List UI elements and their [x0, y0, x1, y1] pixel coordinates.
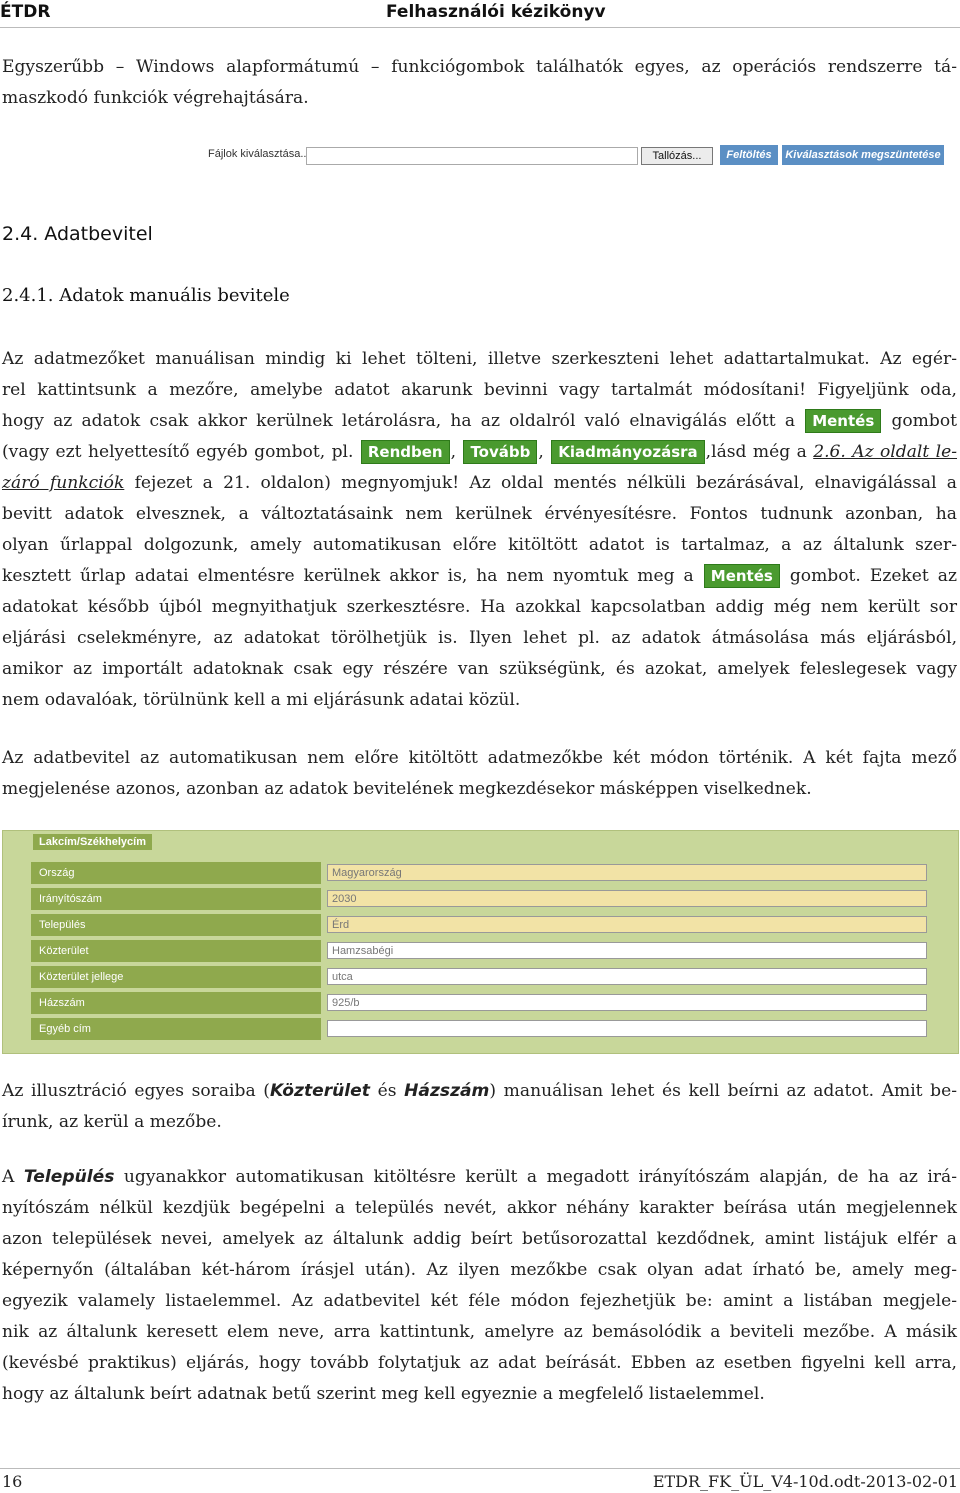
text-line: nyítószám nélkül kezdjük begépelni a település nevét, akkor néhány karakter beírása után megjelennek [2, 1198, 957, 1218]
street-type-label: Közterület jellege [31, 966, 321, 988]
upload-toolbar [208, 145, 941, 167]
country-field[interactable]: Magyarország [327, 864, 927, 881]
form-row-zip [31, 888, 936, 910]
text-line: bevitt adatok elvesznek, a változtatásaink nem kerülnek érvényesítésre. Fontos tudnunk azonban, ha [2, 504, 957, 524]
text-line: nem odavalóak, törülnünk kell a mi eljárásunk adatai közül. [2, 690, 521, 710]
section-heading: 2.4. Adatbevitel [2, 223, 153, 245]
text-line: nik az általunk keresett elem neve, arra kattintunk, amelyre az bemásolódik a beviteli mezőbe. A másik [2, 1322, 957, 1342]
field-name-kozterulet: Közterület [269, 1081, 370, 1101]
text-line [2, 1076, 957, 1107]
form-row-street-type [31, 966, 936, 988]
clear-selection-button[interactable]: Kiválasztások megszüntetése [782, 145, 944, 165]
upload-button[interactable]: Feltöltés [720, 145, 778, 165]
text-line: rel kattintsunk a mezőre, amelybe adatot akarunk bevinni vagy tartalmát módosítani! Figyeljünk oda, [2, 380, 957, 400]
text-line: adatokat később újból megnyithatjuk szerkesztésre. Ha azokkal kapcsolatban addig még nem került sor [2, 597, 957, 617]
street-type-field[interactable]: utca [327, 968, 927, 985]
file-select-label: Fájlok kiválasztása.. [208, 148, 307, 160]
text-fragment: hogy az adatok csak akkor kerülnek letárolásra, ha az oldalról való elnavigálás előtt a [2, 411, 796, 431]
paragraph-illustration [2, 1076, 957, 1138]
intro-line: maszkodó funkciók végrehajtására. [2, 88, 309, 108]
text-line: hogy az általunk beírt adatnak betű szerint meg kell egyeznie a megfelelő listaelemmel. [2, 1384, 765, 1404]
text-line: Az adatmezőket manuálisan mindig ki lehet tölteni, illetve szerkeszteni lehet adattartalmukat. Az egér- [2, 349, 957, 369]
paragraph-city-autocomplete [2, 1162, 957, 1410]
text-line [2, 468, 957, 499]
kiadmanyozasra-button-example: Kiadmányozásra [551, 440, 704, 464]
city-field[interactable]: Érd [327, 916, 927, 933]
text-line: eljárási cselekményre, az adatokat törölhetjük is. Ilyen lehet pl. az adatok átmásolása más eljárásból, [2, 628, 957, 648]
header-doc-title: Felhasználói kézikönyv [386, 2, 606, 22]
file-path-input[interactable] [306, 147, 638, 165]
street-label: Közterület [31, 940, 321, 962]
address-form-panel [2, 830, 959, 1054]
other-address-field[interactable] [327, 1020, 927, 1037]
paragraph-manual-input [2, 344, 957, 716]
text-fragment: fejezet a 21. oldalon) megnyomjuk! Az oldal mentés nélküli bezárásával, elnavigálással a [134, 473, 957, 493]
field-name-telepules: Település [23, 1167, 115, 1187]
city-label: Település [31, 914, 321, 936]
section-ref-link-cont[interactable]: záró funkciók [2, 473, 125, 493]
text-line [2, 406, 957, 437]
text-line: (kevésbé praktikus) eljárás, hogy tovább folytatjuk az adat beírását. Ebben az esetben figyelni kell arra, [2, 1353, 957, 1373]
text-fragment: gombot. Ezeket az [789, 566, 957, 586]
text-line: képernyőn (általában két-három írásjel után). Az ilyen mezőkbe csak olyan adat írható be, amely meg- [2, 1260, 957, 1280]
zip-label: Irányítószám [31, 888, 321, 910]
text-line: írunk, az kerül a mezőbe. [2, 1112, 222, 1132]
other-address-label: Egyéb cím [31, 1018, 321, 1040]
text-line [2, 1162, 957, 1193]
text-fragment: A [2, 1167, 15, 1187]
form-row-city [31, 914, 936, 936]
paragraph-input-modes [2, 743, 957, 805]
text-line: azon települések nevei, amelyek az általunk addig beírt betűsorozattal kezdődnek, amint listájuk elfér a [2, 1229, 957, 1249]
text-line [2, 437, 957, 468]
text-fragment: kesztett űrlap adatai elmentésre kerülnek akkor is, ha nem nyomtuk meg a [2, 566, 694, 586]
section-ref-link[interactable]: 2.6. Az oldalt le- [813, 442, 958, 462]
street-field[interactable]: Hamzsabégi [327, 942, 927, 959]
text-fragment: ,lásd még a [705, 442, 807, 462]
text-fragment: , [538, 442, 544, 462]
rendben-button-example: Rendben [361, 440, 450, 464]
document-filename: ETDR_FK_ÜL_V4-10d.odt-2013-02-01 [652, 1472, 958, 1491]
mentes-button-example: Mentés [704, 564, 780, 588]
footer-rule [0, 1468, 960, 1469]
text-line: megjelenése azonos, azonban az adatok bevitelének megkezdésekor másképpen viselkednek. [2, 779, 812, 799]
text-fragment: , [450, 442, 457, 462]
form-row-house-number [31, 992, 936, 1014]
text-fragment: (vagy ezt helyettesítő egyéb gombot, pl. [2, 442, 354, 462]
text-fragment: és [377, 1081, 397, 1101]
form-row-street [31, 940, 936, 962]
text-fragment: ) manuálisan lehet és kell beírni az adatot. Amit be- [489, 1081, 958, 1101]
tovabb-button-example: Tovább [463, 440, 537, 464]
form-row-country [31, 862, 936, 884]
text-line: amikor az importált adatoknak csak egy részére van szükségünk, és azokat, amelyek feleslegesek vagy [2, 659, 957, 679]
zip-field[interactable]: 2030 [327, 890, 927, 907]
header-rule [0, 27, 960, 28]
subsection-heading: 2.4.1. Adatok manuális bevitele [2, 285, 290, 306]
text-line: olyan űrlappal dolgozunk, amely automatikusan előre kitöltött adatot is tartalmaz, a az általunk szer- [2, 535, 957, 555]
house-number-field[interactable]: 925/b [327, 994, 927, 1011]
page-number: 16 [2, 1472, 23, 1491]
intro-paragraph [2, 52, 957, 114]
field-name-hazszam: Házszám [404, 1081, 490, 1101]
house-number-label: Házszám [31, 992, 321, 1014]
text-fragment: gombot [891, 411, 957, 431]
form-row-other-address [31, 1018, 936, 1040]
browse-button[interactable]: Tallózás... [641, 147, 713, 165]
text-line: Az adatbevitel az automatikusan nem előre kitöltött adatmezőkbe két módon történik. A két fajta mező [2, 748, 957, 768]
text-line: egyezik valamely listaelemmel. Az adatbevitel két féle módon fejezhetjük be: amint a listában megjele- [2, 1291, 957, 1311]
intro-line: Egyszerűbb – Windows alapformátumú – funkciógombok találhatók egyes, az operációs rendszerre tá- [2, 57, 957, 77]
mentes-button-example: Mentés [805, 409, 881, 433]
text-line [2, 561, 957, 592]
country-label: Ország [31, 862, 321, 884]
header-doc-code: ÉTDR [0, 2, 51, 22]
text-fragment: ugyanakkor automatikusan kitöltésre került a megadott irányítószám alapján, de ha az irá- [123, 1167, 957, 1187]
address-form-legend: Lakcím/Székhelycím [33, 834, 152, 850]
text-fragment: Az illusztráció egyes soraiba ( [2, 1081, 270, 1101]
